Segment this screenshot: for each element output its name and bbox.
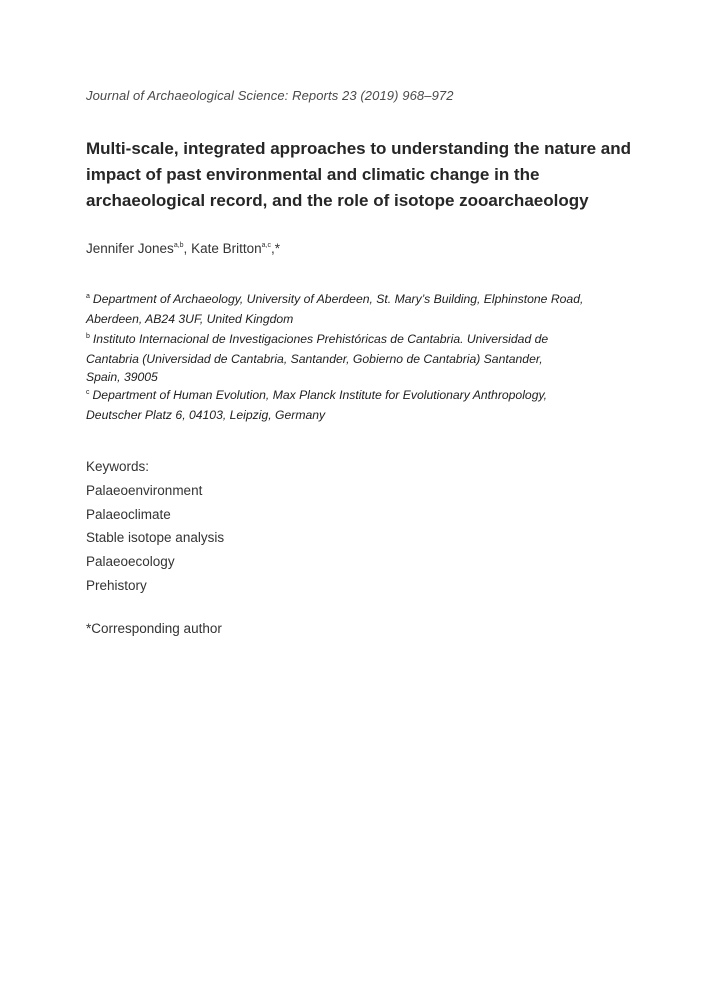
affiliation-mark: a <box>86 293 90 300</box>
affiliation-mark: b <box>86 333 90 340</box>
title-line: archaeological record, and the role of isotope zooarchaeology <box>86 191 589 210</box>
paper-title <box>86 136 646 214</box>
author-affiliation-mark: a,b <box>173 242 184 249</box>
affiliation-mark: c <box>86 389 90 396</box>
affiliation-b <box>86 329 646 385</box>
author-separator: , <box>183 241 192 256</box>
affiliation-line <box>86 289 646 309</box>
affiliation-a <box>86 289 646 329</box>
corresponding-marker: ,* <box>270 241 280 256</box>
affiliation-line: Cantabria (Universidad de Cantabria, Santander, Gobierno de Cantabria) Santander, <box>86 352 543 366</box>
keyword-item: Palaeoclimate <box>86 506 171 522</box>
title-line: Multi-scale, integrated approaches to understanding the nature and <box>86 139 632 158</box>
corresponding-author-note: *Corresponding author <box>86 621 222 636</box>
keywords-section <box>86 455 224 598</box>
affiliation-line: Deutscher Platz 6, 04103, Leipzig, Germany <box>86 408 326 422</box>
keywords-heading: Keywords: <box>86 459 150 474</box>
affiliation-line <box>86 329 646 349</box>
affiliation-c <box>86 385 646 425</box>
affiliation-line: Spain, 39005 <box>86 370 158 384</box>
keyword-item: Stable isotope analysis <box>86 530 225 546</box>
affiliation-text: Department of Human Evolution, Max Planck Institute for Evolutionary Anthropology, <box>92 388 548 402</box>
author-name: Kate Britton <box>191 241 262 256</box>
keyword-item: Palaeoecology <box>86 554 175 570</box>
author-name: Jennifer Jones <box>86 241 174 256</box>
title-line: impact of past environmental and climatic change in the <box>86 165 540 184</box>
keyword-item: Palaeoenvironment <box>86 482 203 498</box>
keyword-item: Prehistory <box>86 577 147 593</box>
affiliation-line <box>86 385 646 405</box>
journal-citation: Journal of Archaeological Science: Reports 23 (2019) 968–972 <box>86 88 454 103</box>
author-affiliation-mark: a,c <box>261 242 271 249</box>
affiliation-text: Department of Archaeology, University of Aberdeen, St. Mary’s Building, Elphinstone Road, <box>92 292 584 306</box>
affiliation-line: Aberdeen, AB24 3UF, United Kingdom <box>86 312 294 326</box>
affiliations <box>86 289 646 425</box>
affiliation-text: Instituto Internacional de Investigaciones Prehistóricas de Cantabria. Universidad de <box>92 332 549 346</box>
author-list <box>86 241 280 256</box>
